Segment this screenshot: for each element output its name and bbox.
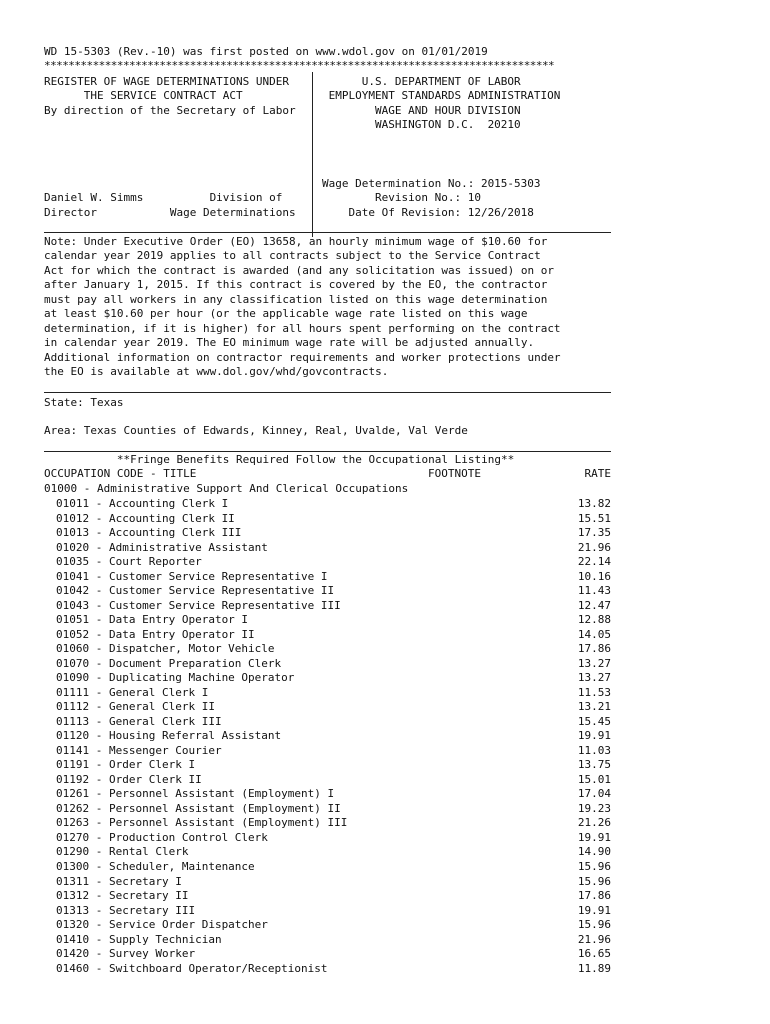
occupation-rate: 13.21	[577, 700, 611, 713]
occupation-title: 01290 - Rental Clerk	[56, 845, 189, 858]
occupation-rate: 11.03	[577, 744, 611, 757]
occupation-title: 01013 - Accounting Clerk III	[56, 526, 242, 539]
wage-determination-number: Wage Determination No.: 2015-5303	[322, 177, 541, 190]
register-divider	[312, 72, 313, 237]
occupation-title: 01261 - Personnel Assistant (Employment) I	[56, 787, 335, 800]
occupation-rate: 14.05	[577, 628, 611, 641]
occupation-rate: 13.27	[577, 657, 611, 670]
note-line-1: Note: Under Executive Order (EO) 13658, an hourly minimum wage of $10.60 for	[44, 235, 548, 248]
occupation-title: 01191 - Order Clerk I	[56, 758, 196, 771]
occupation-rate: 19.91	[577, 831, 611, 844]
note-line-10: the EO is available at www.dol.gov/whd/govcontracts.	[44, 365, 389, 378]
signer-title: Director Wage Determinations	[44, 206, 296, 219]
occupation-title: 01313 - Secretary III	[56, 904, 196, 917]
occupation-rate: 21.96	[577, 541, 611, 554]
revision-date: Date Of Revision: 12/26/2018	[322, 206, 534, 219]
occupation-rate: 10.16	[577, 570, 611, 583]
occupation-rate: 19.91	[577, 904, 611, 917]
divider-line	[44, 392, 611, 393]
register-right-2: EMPLOYMENT STANDARDS ADMINISTRATION	[322, 89, 561, 102]
occupation-rate: 13.27	[577, 671, 611, 684]
occupation-rate: 12.88	[577, 613, 611, 626]
occupation-title: 01112 - General Clerk II	[56, 700, 215, 713]
occupation-title: 01420 - Survey Worker	[56, 947, 196, 960]
occupation-rate: 15.96	[577, 860, 611, 873]
register-left-1: REGISTER OF WAGE DETERMINATIONS UNDER	[44, 75, 290, 88]
divider-line	[44, 232, 611, 233]
column-rate: RATE	[584, 467, 611, 480]
occupation-title: 01043 - Customer Service Representative III	[56, 599, 341, 612]
register-right-1: U.S. DEPARTMENT OF LABOR	[322, 75, 521, 88]
occupation-title: 01192 - Order Clerk II	[56, 773, 202, 786]
occupation-title: 01060 - Dispatcher, Motor Vehicle	[56, 642, 275, 655]
occupation-title: 01262 - Personnel Assistant (Employment) II	[56, 802, 341, 815]
occupation-title: 01020 - Administrative Assistant	[56, 541, 268, 554]
column-occupation: OCCUPATION CODE - TITLE	[44, 467, 197, 480]
occupation-rate: 21.96	[577, 933, 611, 946]
note-line-9: Additional information on contractor requirements and worker protections under	[44, 351, 561, 364]
occupation-title: 01011 - Accounting Clerk I	[56, 497, 229, 510]
note-line-5: must pay all workers in any classification listed on this wage determination	[44, 293, 548, 306]
revision-number: Revision No.: 10	[322, 191, 481, 204]
occupation-title: 01035 - Court Reporter	[56, 555, 202, 568]
occupation-rate: 15.96	[577, 918, 611, 931]
fringe-benefits-note: **Fringe Benefits Required Follow the Occupational Listing**	[44, 453, 515, 466]
occupation-title: 01141 - Messenger Courier	[56, 744, 222, 757]
occupation-title: 01111 - General Clerk I	[56, 686, 209, 699]
occupation-title: 01070 - Document Preparation Clerk	[56, 657, 282, 670]
signer-name: Daniel W. Simms Division of	[44, 191, 283, 204]
occupation-title: 01120 - Housing Referral Assistant	[56, 729, 282, 742]
occupation-title: 01270 - Production Control Clerk	[56, 831, 268, 844]
occupation-title: 01263 - Personnel Assistant (Employment) III	[56, 816, 348, 829]
occupation-title: 01460 - Switchboard Operator/Receptionist	[56, 962, 328, 975]
occupation-title: 01320 - Service Order Dispatcher	[56, 918, 268, 931]
register-left-3: By direction of the Secretary of Labor	[44, 104, 296, 117]
occupation-rate: 11.53	[577, 686, 611, 699]
divider-line	[44, 451, 611, 452]
star-divider: ************************************************************************************	[44, 59, 555, 72]
occupation-rate: 15.45	[577, 715, 611, 728]
occupation-rate: 21.26	[577, 816, 611, 829]
state-label: State: Texas	[44, 396, 124, 409]
occupation-rate: 19.23	[577, 802, 611, 815]
area-label: Area: Texas Counties of Edwards, Kinney, Real, Uvalde, Val Verde	[44, 424, 468, 437]
occupation-title: 01052 - Data Entry Operator II	[56, 628, 255, 641]
occupation-rate: 15.51	[577, 512, 611, 525]
occupation-group: 01000 - Administrative Support And Clerical Occupations	[44, 482, 409, 495]
register-right-3: WAGE AND HOUR DIVISION	[322, 104, 521, 117]
occupation-rate: 13.75	[577, 758, 611, 771]
occupation-rate: 17.86	[577, 889, 611, 902]
occupation-title: 01090 - Duplicating Machine Operator	[56, 671, 295, 684]
occupation-title: 01300 - Scheduler, Maintenance	[56, 860, 255, 873]
occupation-rate: 15.96	[577, 875, 611, 888]
note-line-6: at least $10.60 per hour (or the applicable wage rate listed on this wage	[44, 307, 528, 320]
occupation-rate: 17.35	[577, 526, 611, 539]
register-right-4: WASHINGTON D.C. 20210	[322, 118, 521, 131]
register-left-2: THE SERVICE CONTRACT ACT	[44, 89, 243, 102]
occupation-rate: 13.82	[577, 497, 611, 510]
occupation-title: 01051 - Data Entry Operator I	[56, 613, 249, 626]
column-footnote: FOOTNOTE	[428, 467, 481, 480]
occupation-title: 01113 - General Clerk III	[56, 715, 222, 728]
occupation-title: 01312 - Secretary II	[56, 889, 189, 902]
note-line-2: calendar year 2019 applies to all contracts subject to the Service Contract	[44, 249, 541, 262]
occupation-rate: 19.91	[577, 729, 611, 742]
occupation-title: 01041 - Customer Service Representative I	[56, 570, 328, 583]
occupation-rate: 11.89	[577, 962, 611, 975]
occupation-rate: 12.47	[577, 599, 611, 612]
occupation-rate: 11.43	[577, 584, 611, 597]
note-line-7: determination, if it is higher) for all hours spent performing on the contract	[44, 322, 561, 335]
note-line-4: after January 1, 2015. If this contract is covered by the EO, the contractor	[44, 278, 548, 291]
occupation-rate: 15.01	[577, 773, 611, 786]
note-line-8: in calendar year 2019. The EO minimum wage rate will be adjusted annually.	[44, 336, 535, 349]
occupation-title: 01012 - Accounting Clerk II	[56, 512, 235, 525]
occupation-title: 01311 - Secretary I	[56, 875, 182, 888]
occupation-rate: 17.86	[577, 642, 611, 655]
occupation-rate: 17.04	[577, 787, 611, 800]
posted-line: WD 15-5303 (Rev.-10) was first posted on www.wdol.gov on 01/01/2019	[44, 45, 488, 58]
note-line-3: Act for which the contract is awarded (and any solicitation was issued) on or	[44, 264, 554, 277]
occupation-rate: 16.65	[577, 947, 611, 960]
occupation-title: 01042 - Customer Service Representative II	[56, 584, 335, 597]
occupation-title: 01410 - Supply Technician	[56, 933, 222, 946]
occupation-rate: 14.90	[577, 845, 611, 858]
occupation-rate: 22.14	[577, 555, 611, 568]
